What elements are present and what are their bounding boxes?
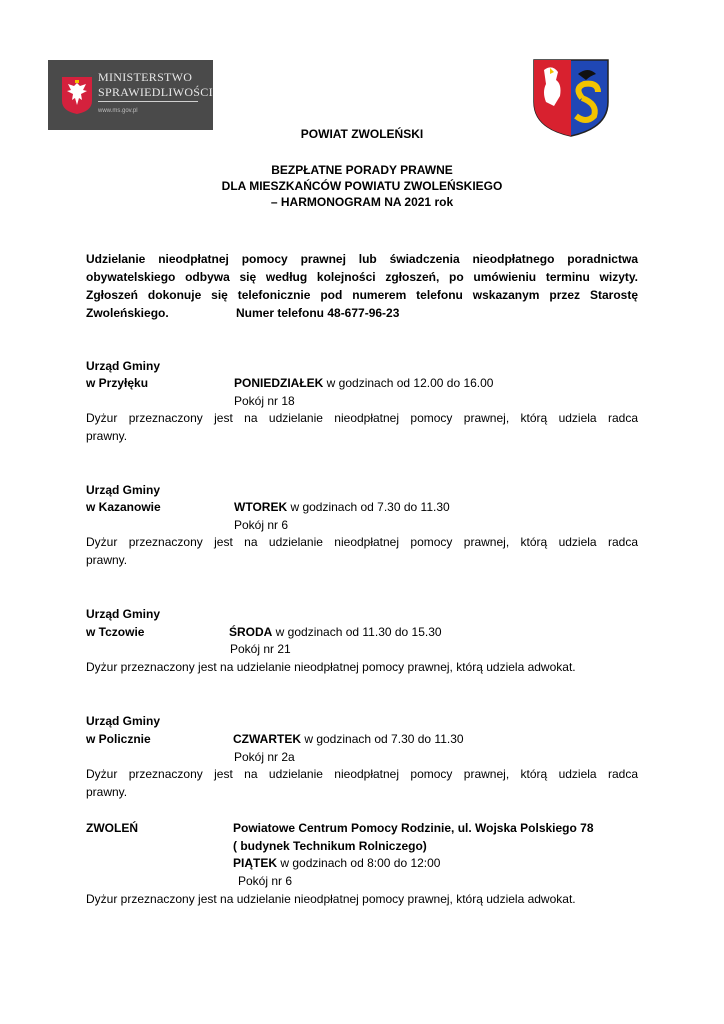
entry-place: w Tczowie <box>86 625 145 639</box>
entry-duty-line-1: Dyżur przeznaczony jest na udzielanie nieodpłatnej pomocy prawnej, którą udziela radca <box>86 535 638 549</box>
entry-office: Urząd Gminy <box>86 714 161 728</box>
entry-day: PIĄTEK <box>233 856 278 870</box>
entry-office: Urząd Gminy <box>86 359 161 373</box>
entry-venue-line-2: ( budynek Technikum Rolniczego) <box>233 839 427 853</box>
entry-room: Pokój nr 6 <box>234 518 289 532</box>
entry-day: WTOREK <box>234 500 288 514</box>
intro-line-1: Udzielanie nieodpłatnej pomocy prawnej lub świadczenia nieodpłatnego poradnictwa <box>86 252 638 266</box>
entry-office: Urząd Gminy <box>86 483 161 497</box>
entry-hours: w godzinach od 11.30 do 15.30 <box>272 625 442 639</box>
entry-day: CZWARTEK <box>233 732 301 746</box>
entry-hours: w godzinach od 8:00 do 12:00 <box>277 856 441 870</box>
entry-room: Pokój nr 2a <box>234 750 295 764</box>
intro-line-2: obywatelskiego odbywa się według kolejności zgłoszeń, po umówieniu terminu wizyty. <box>86 270 638 284</box>
entry-place: w Policznie <box>86 732 151 746</box>
entry-place: w Przyłęku <box>86 376 149 390</box>
title-line-1: BEZPŁATNE PORADY PRAWNE <box>271 163 453 177</box>
entry-duty-line-1: Dyżur przeznaczony jest na udzielanie nieodpłatnej pomocy prawnej, którą udziela radca <box>86 767 638 781</box>
entry-place: ZWOLEŃ <box>86 821 138 835</box>
entry-room: Pokój nr 21 <box>230 642 291 656</box>
logo-line-1: MINISTERSTWO <box>98 70 193 84</box>
entry-schedule <box>234 375 493 391</box>
entry-room: Pokój nr 18 <box>234 394 295 408</box>
ministry-of-justice-logo <box>48 60 213 130</box>
entry-hours: w godzinach od 7.30 do 11.30 <box>287 500 450 514</box>
entry-schedule <box>233 855 440 871</box>
logo-divider <box>98 101 198 102</box>
polish-eagle-icon <box>60 75 94 115</box>
entry-hours: w godzinach od 12.00 do 16.00 <box>323 376 494 390</box>
entry-duty-line-1: Dyżur przeznaczony jest na udzielanie nieodpłatnej pomocy prawnej, którą udziela radca <box>86 411 638 425</box>
entry-duty-line-1: Dyżur przeznaczony jest na udzielanie nieodpłatnej pomocy prawnej, którą udziela adwokat. <box>86 660 576 674</box>
entry-schedule <box>233 731 464 747</box>
entry-room: Pokój nr 6 <box>238 874 293 888</box>
entry-duty-line-2: prawny. <box>86 553 128 567</box>
logo-url: www.ms.gov.pl <box>98 108 138 114</box>
entry-schedule <box>234 499 450 515</box>
entry-office: Urząd Gminy <box>86 607 161 621</box>
intro-line-4-text: Zwoleńskiego. <box>86 306 169 320</box>
entry-hours: w godzinach od 7.30 do 11.30 <box>301 732 464 746</box>
entry-venue-line-1: Powiatowe Centrum Pomocy Rodzinie, ul. Wojska Polskiego 78 <box>233 821 594 835</box>
intro-line-3: Zgłoszeń dokonuje się telefonicznie pod numerem telefonu wskazanym przez Starostę <box>86 288 638 302</box>
phone-number: Numer telefonu 48-677-96-23 <box>236 306 400 320</box>
entry-duty-line-2: prawny. <box>86 785 128 799</box>
entry-duty-line-1: Dyżur przeznaczony jest na udzielanie nieodpłatnej pomocy prawnej, którą udziela adwokat. <box>86 892 576 906</box>
title-line-3: – HARMONOGRAM NA 2021 rok <box>270 195 454 209</box>
title-line-2: DLA MIESZKAŃCÓW POWIATU ZWOLEŃSKIEGO <box>221 179 503 193</box>
entry-place: w Kazanowie <box>86 500 161 514</box>
county-name: POWIAT ZWOLEŃSKI <box>300 127 424 141</box>
logo-line-2: SPRAWIEDLIWOŚCI <box>98 85 213 99</box>
entry-duty-line-2: prawny. <box>86 429 128 443</box>
entry-day: PONIEDZIAŁEK <box>234 376 324 390</box>
entry-schedule <box>229 624 442 640</box>
entry-day: ŚRODA <box>229 625 273 639</box>
